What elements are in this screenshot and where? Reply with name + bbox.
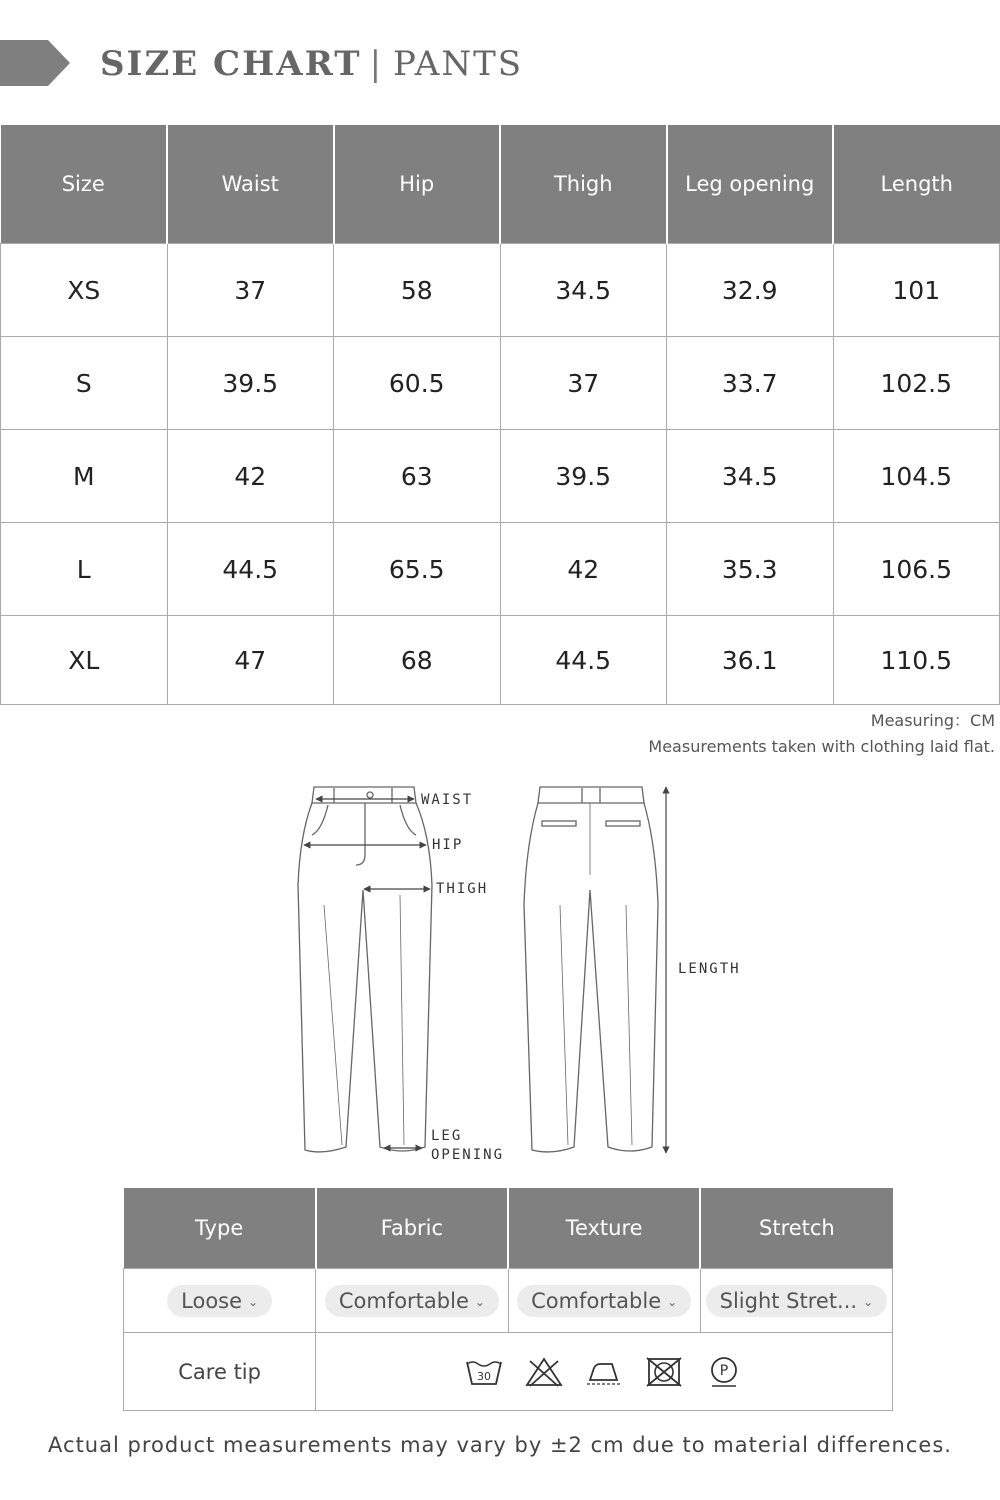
table-cell [124,1269,316,1333]
wash-temp-text: 30 [477,1369,492,1383]
column-header: Fabric [316,1188,508,1269]
column-header: Type [124,1188,316,1269]
attributes-header-row [124,1188,893,1269]
table-row [1,616,1000,705]
title-main: SIZE CHART [100,44,362,84]
care-tip-row [124,1333,893,1411]
chevron-down-icon: ⌄ [248,1294,259,1309]
column-header: Length [833,125,1000,244]
size-table-header-row [1,125,1000,244]
page-title [100,44,523,84]
wash-30-icon [464,1356,504,1388]
table-cell: 37 [500,337,667,430]
table-cell: L [1,523,168,616]
care-tip-label: Care tip [124,1333,316,1411]
dropdown-value: Slight Stret... [719,1288,858,1313]
column-header: Texture [508,1188,700,1269]
table-cell: 42 [167,430,334,523]
table-cell: 110.5 [833,616,1000,705]
table-cell: 60.5 [334,337,501,430]
title-subtitle: PANTS [393,44,524,84]
column-header: Size [1,125,168,244]
care-icons-cell [316,1333,893,1411]
table-cell: 101 [833,244,1000,337]
table-cell: 39.5 [167,337,334,430]
table-row [1,523,1000,616]
front-measure-lines [304,799,430,1148]
column-header: Stretch [700,1188,892,1269]
dropdown-value: Comfortable [338,1288,469,1313]
waist-label: WAIST [421,792,474,808]
size-table [0,125,1000,705]
front-pants-drawing [298,787,432,1152]
table-cell: 104.5 [833,430,1000,523]
stretch-dropdown[interactable] [706,1285,888,1317]
table-cell: 58 [334,244,501,337]
low-iron-icon [584,1356,624,1388]
fabric-dropdown[interactable] [325,1285,499,1317]
measurement-disclaimer: Actual product measurements may vary by ±2 cm due to material differences. [48,1433,952,1457]
table-cell: XS [1,244,168,337]
table-cell: 47 [167,616,334,705]
unit-note: Measuring：CM [870,711,995,730]
table-cell: 106.5 [833,523,1000,616]
type-dropdown[interactable] [167,1285,272,1317]
column-header: Thigh [500,125,667,244]
attributes-table [123,1188,893,1411]
dry-clean-p-icon [704,1356,744,1388]
column-header: Waist [167,125,334,244]
table-cell: 44.5 [167,523,334,616]
table-cell: 37 [167,244,334,337]
attributes-values-row [124,1269,893,1333]
measure-method-note: Measurements taken with clothing laid flat. [648,737,995,756]
table-cell: XL [1,616,168,705]
table-cell: 35.3 [667,523,834,616]
table-cell [508,1269,700,1333]
table-cell [316,1269,508,1333]
leg-label: LEG [431,1128,463,1144]
table-cell: 63 [334,430,501,523]
hip-label: HIP [432,837,464,853]
table-cell: 39.5 [500,430,667,523]
table-cell: S [1,337,168,430]
dropdown-value: Loose [181,1288,243,1313]
no-bleach-icon [524,1356,564,1388]
pants-measurement-diagram [0,775,1000,1175]
back-pants-drawing [524,787,658,1152]
dropdown-value: Comfortable [531,1288,662,1313]
table-cell: 32.9 [667,244,834,337]
table-cell: 33.7 [667,337,834,430]
chevron-down-icon: ⌄ [863,1294,874,1309]
table-row [1,244,1000,337]
table-cell: 44.5 [500,616,667,705]
texture-dropdown[interactable] [517,1285,691,1317]
table-cell: 34.5 [500,244,667,337]
length-label: LENGTH [678,961,741,977]
thigh-label: THIGH [436,881,489,897]
column-header: Leg opening [667,125,834,244]
table-cell: 34.5 [667,430,834,523]
table-cell: 102.5 [833,337,1000,430]
title-divider: | [369,44,384,84]
table-cell: M [1,430,168,523]
table-cell: 65.5 [334,523,501,616]
table-row [1,430,1000,523]
title-banner-shape [0,40,70,86]
chevron-down-icon: ⌄ [474,1294,485,1309]
table-cell: 36.1 [667,616,834,705]
opening-label: OPENING [431,1147,505,1163]
table-cell [700,1269,892,1333]
table-cell: 42 [500,523,667,616]
table-cell: 68 [334,616,501,705]
dry-clean-letter: P [719,1362,729,1379]
column-header: Hip [334,125,501,244]
table-row [1,337,1000,430]
chevron-down-icon: ⌄ [667,1294,678,1309]
no-tumble-dry-icon [644,1356,684,1388]
